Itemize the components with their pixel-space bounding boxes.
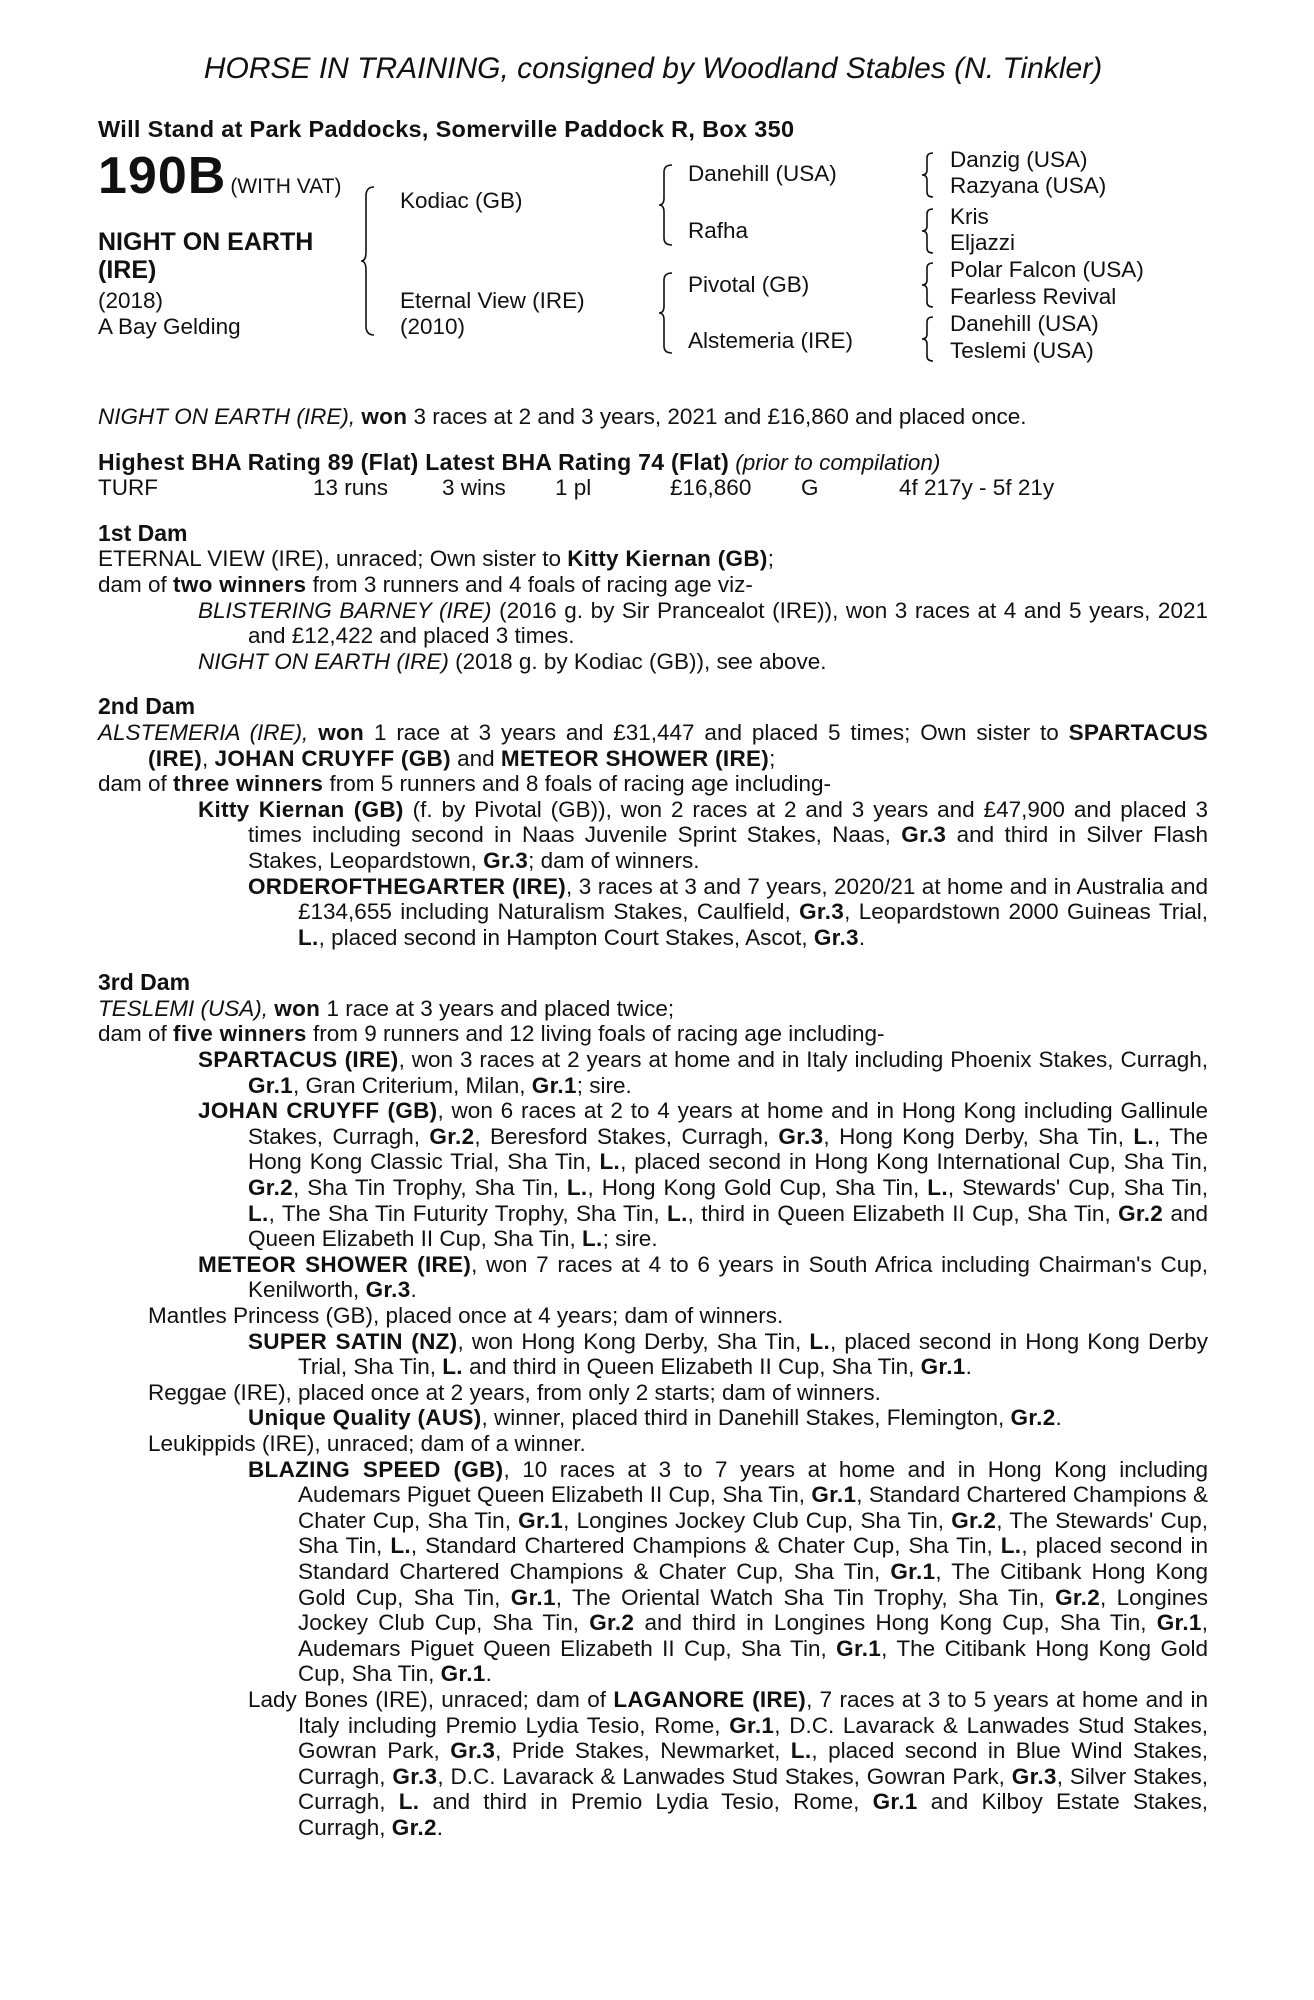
pedigree-brace-g3 [921,262,935,308]
first-dam-heading: 1st Dam [98,519,188,546]
pedigree-dam: Eternal View (IRE) [400,288,585,313]
first-dam-produce-1: BLISTERING BARNEY (IRE) (2016 g. by Sir Prancealot (IRE)), won 3 races at 4 and 5 years, 2021 and £12,422 and placed 3 times. [198,597,1208,649]
pedigree-sdd: Eljazzi [950,230,1016,255]
third-dam-produce-intro: dam of five winners from 9 runners and 12 living foals of racing age including- [98,1021,885,1047]
horse-sex: A Bay Gelding [98,314,241,339]
pedigree-dss: Polar Falcon (USA) [950,257,1144,282]
first-dam-line: ETERNAL VIEW (IRE), unraced; Own sister to Kitty Kiernan (GB); [98,546,774,572]
second-dam-produce-kitty: Kitty Kiernan (GB) (f. by Pivotal (GB)), won 2 races at 2 and 3 years and £47,900 and placed 3 times including second in Naas Juvenile Sprint Stakes, Naas, Gr.3 and third in Silver Flash Stakes, Leopardstown, Gr.3; dam of winners. [198,796,1208,873]
third-dam-super-satin: SUPER SATIN (NZ), won Hong Kong Derby, Sha Tin, L., placed second in Hong Kong Derby Trial, Sha Tin, L. and third in Queen Elizabeth II Cup, Sha Tin, Gr.1. [248,1328,1208,1380]
first-dam-produce-intro: dam of two winners from 3 runners and 4 foals of racing age viz- [98,571,753,597]
pedigree-brace-g1 [921,152,935,198]
third-dam-mantles-princess: Mantles Princess (GB), placed once at 4 years; dam of winners. [148,1303,784,1328]
second-dam-grandproduce: ORDEROFTHEGARTER (IRE), 3 races at 3 and 7 years, 2020/21 at home and in Australia and £134,655 including Naturalism Stakes, Caulfield, Gr.3, Leopardstown 2000 Guineas Trial, L., placed second in Hampton Court Stakes, Ascot, Gr.3. [248,873,1208,950]
pedigree-brace-sire [658,164,674,246]
pedigree-dds: Danehill (USA) [950,311,1099,336]
second-dam-line: ALSTEMERIA (IRE), won 1 race at 3 years and £31,447 and placed 5 times; Own sister to SPARTACUS (IRE), JOHAN CRUYFF (GB) and METEOR SHOWER (IRE); [98,719,1208,771]
pedigree-brace-g2 [921,208,935,254]
pedigree-dam-sire: Pivotal (GB) [688,272,810,297]
race-record: TURF 13 runs 3 wins 1 pl £16,860 G 4f 217y - 5f 21y [98,475,1055,501]
third-dam-blazing-speed: BLAZING SPEED (GB), 10 races at 3 to 7 years at home and in Hong Kong including Audemars Piguet Queen Elizabeth II Cup, Sha Tin, Gr.1, Standard Chartered Champions & Chater Cup, Sha Tin, Gr.1, Longines Jockey Club Cup, Sha Tin, Gr.2, The Stewards' Cup, Sha Tin, L., Standard Chartered Champions & Chater Cup, Sha Tin, L., placed second in Standard Chartered Champions & Chater Cup, Sha Tin, Gr.1, The Citibank Hong Kong Gold Cup, Sha Tin, Gr.1, The Oriental Watch Sha Tin Trophy, Sha Tin, Gr.2, Longines Jockey Club Cup, Sha Tin, Gr.2 and third in Longines Hong Kong Cup, Sha Tin, Gr.1, Audemars Piguet Queen Elizabeth II Cup, Sha Tin, Gr.1, The Citibank Hong Kong Gold Cup, Sha Tin, Gr.1. [248,1456,1209,1687]
pedigree-brace-g4 [921,316,935,362]
third-dam-leukippids: Leukippids (IRE), unraced; dam of a winner. [148,1430,586,1456]
pedigree-sds: Kris [950,204,989,229]
pedigree-ddd: Teslemi (USA) [950,338,1094,363]
third-dam-line: TESLEMI (USA), won 1 race at 3 years and placed twice; [98,995,675,1021]
lot-number-value: 190B [98,147,227,205]
third-dam-lady-bones: Lady Bones (IRE), unraced; dam of LAGANORE (IRE), 7 races at 3 to 5 years at home and in Italy including Premio Lydia Tesio, Rome, Gr.1, D.C. Lavarack & Lanwades Stud Stakes, Gowran Park, Gr.3, Pride Stakes, Newmarket, L., placed second in Blue Wind Stakes, Curragh, Gr.3, D.C. Lavarack & Lanwades Stud Stakes, Gowran Park, Gr.3, Silver Stakes, Curragh, L. and third in Premio Lydia Tesio, Rome, Gr.1 and Kilboy Estate Stakes, Curragh, Gr.2. [248,1686,1208,1840]
pedigree-sss: Danzig (USA) [950,147,1088,172]
third-dam-unique-quality: Unique Quality (AUS), winner, placed third in Danehill Stakes, Flemington, Gr.2. [248,1405,1062,1431]
third-dam-johan-cruyff: JOHAN CRUYFF (GB), won 6 races at 2 to 4 years at home and in Hong Kong including Gallinule Stakes, Curragh, Gr.2, Beresford Stakes, Curragh, Gr.3, Hong Kong Derby, Sha Tin, L., The Hong Kong Classic Trial, Sha Tin, L., placed second in Hong Kong International Cup, Sha Tin, Gr.2, Sha Tin Trophy, Sha Tin, L., Hong Kong Gold Cup, Sha Tin, L., Stewards' Cup, Sha Tin, L., The Sha Tin Futurity Trophy, Sha Tin, L., third in Queen Elizabeth II Cup, Sha Tin, Gr.2 and Queen Elizabeth II Cup, Sha Tin, L.; sire. [198,1098,1209,1252]
catalogue-body [98,404,1208,1840]
first-dam-produce-2: NIGHT ON EARTH (IRE) (2018 g. by Kodiac (GB)), see above. [198,648,827,674]
race-summary: NIGHT ON EARTH (IRE), won 3 races at 2 and 3 years, 2021 and £16,860 and placed once. [98,404,1027,429]
pedigree-sire: Kodiac (GB) [400,188,523,213]
third-dam-meteor-shower: METEOR SHOWER (IRE), won 7 races at 4 to 6 years in South Africa including Chairman's Cup, Kenilworth, Gr.3. [198,1251,1208,1303]
pedigree-sire-dam: Rafha [688,218,749,243]
second-dam-heading: 2nd Dam [98,693,196,720]
horse-name: NIGHT ON EARTH (IRE) [98,228,314,284]
lot-number [98,146,342,206]
pedigree-dam-year: (2010) [400,314,466,339]
pedigree-dam-dam: Alstemeria (IRE) [688,328,854,353]
pedigree-brace-dam [658,272,674,354]
stand-location: Will Stand at Park Paddocks, Somerville Paddock R, Box 350 [98,116,795,142]
rating-heading: Highest BHA Rating 89 (Flat) Latest BHA Rating 74 (Flat) (prior to compilation) [98,448,941,475]
second-dam-produce-intro: dam of three winners from 5 runners and 8 foals of racing age including- [98,771,832,797]
horse-year: (2018) [98,288,164,313]
pedigree-sire-sire: Danehill (USA) [688,161,837,186]
pedigree-brace-1 [360,186,376,336]
pedigree-dsd: Fearless Revival [950,284,1117,309]
consignment-heading: HORSE IN TRAINING, consigned by Woodland Stables (N. Tinkler) [203,52,1103,85]
third-dam-heading: 3rd Dam [98,969,191,996]
third-dam-spartacus: SPARTACUS (IRE), won 3 races at 2 years at home and in Italy including Phoenix Stakes, Curragh, Gr.1, Gran Criterium, Milan, Gr.1; sire. [198,1047,1208,1098]
vat-note: (WITH VAT) [230,175,342,198]
third-dam-reggae: Reggae (IRE), placed once at 2 years, from only 2 starts; dam of winners. [148,1379,881,1405]
pedigree-ssd: Razyana (USA) [950,173,1107,198]
